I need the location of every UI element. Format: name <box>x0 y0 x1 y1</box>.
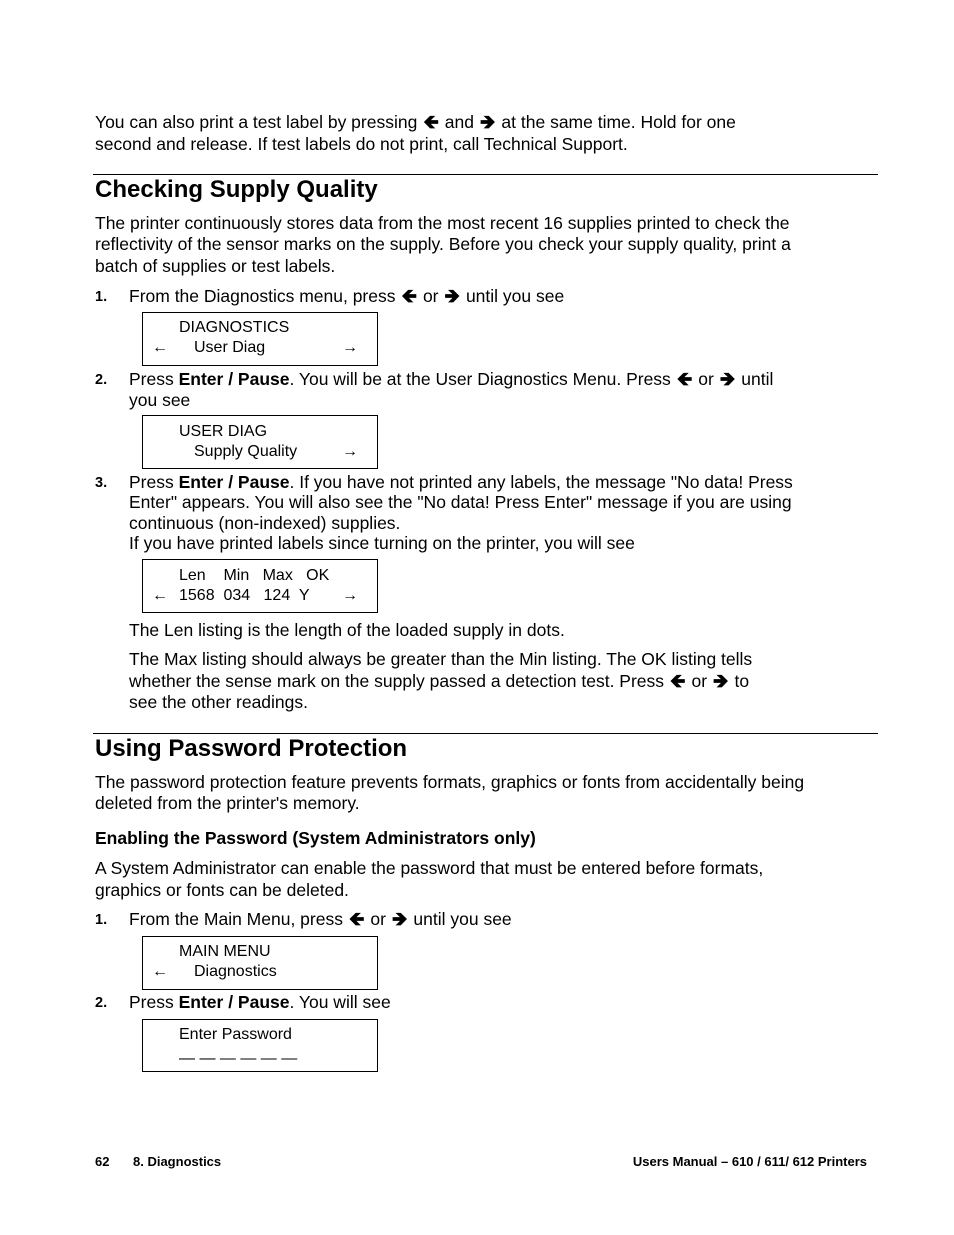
step-text-a: Press <box>129 472 174 492</box>
bold-left-arrow-icon: 🡸 <box>670 671 686 692</box>
step-or: or <box>370 909 386 929</box>
note-text-b: to <box>734 671 750 691</box>
paragraph: reflectivity of the sensor marks on the supply. Before you check your supply quality, print a <box>95 234 791 254</box>
chapter-label: 8. Diagnostics <box>133 1154 222 1169</box>
paragraph: The password protection feature prevents formats, graphics or fonts from accidentally being <box>95 772 805 792</box>
paragraph: graphics or fonts can be deleted. <box>95 880 349 900</box>
intro-text-2: at the same time. Hold for one <box>501 112 736 132</box>
left-arrow-icon: ← <box>152 963 168 980</box>
step-text-a: Press <box>129 992 174 1012</box>
lcd-display-main-menu <box>142 936 378 990</box>
step-text-b: . You will see <box>289 992 391 1012</box>
step-text-a: Press <box>129 369 174 389</box>
bold-right-arrow-icon: 🡺 <box>444 286 460 307</box>
max-note-line-3: see the other readings. <box>129 692 309 712</box>
enter-pause-key-label: Enter / Pause <box>178 369 290 389</box>
intro-text: You can also print a test label by pressing <box>95 112 418 132</box>
bold-left-arrow-icon: 🡸 <box>348 909 365 930</box>
step-number: 2. <box>95 372 108 388</box>
intro-line-2: second and release. If test labels do not print, call Technical Support. <box>95 134 628 154</box>
step-text-continued: If you have printed labels since turning on the printer, you will see <box>129 533 635 553</box>
enter-pause-key-label: Enter / Pause <box>178 472 290 492</box>
lcd-line-2: Diagnostics <box>194 963 277 980</box>
step-text-b: until you see <box>413 909 512 929</box>
lcd-line-1: USER DIAG <box>179 423 268 440</box>
right-arrow-icon: → <box>342 587 358 604</box>
lcd-display-diagnostics <box>142 312 378 366</box>
step-number: 3. <box>95 475 108 491</box>
lcd-display-supply-readings <box>142 559 378 613</box>
step-text <box>129 369 773 391</box>
len-note: The Len listing is the length of the loaded supply in dots. <box>129 620 565 640</box>
bold-left-arrow-icon: 🡸 <box>423 112 439 133</box>
max-note-line-2 <box>129 671 749 693</box>
bold-right-arrow-icon: 🡺 <box>479 112 496 133</box>
step-text-b: . You will be at the User Diagnostics Menu. Press <box>289 369 671 389</box>
enter-pause-key-label: Enter / Pause <box>178 992 290 1012</box>
right-arrow-icon: → <box>342 443 358 460</box>
lcd-line-1: Len Min Max OK <box>179 567 330 584</box>
lcd-display-enter-password <box>142 1019 378 1072</box>
paragraph: A System Administrator can enable the password that must be entered before formats, <box>95 858 764 878</box>
step-text-a: From the Diagnostics menu, press <box>129 286 396 306</box>
intro-line-1 <box>95 112 736 134</box>
lcd-line-2: Supply Quality <box>194 443 298 460</box>
step-or: or <box>698 369 714 389</box>
lcd-line-2: User Diag <box>194 339 266 356</box>
step-or: or <box>422 286 439 306</box>
subsection-title: Enabling the Password (System Administrators only) <box>95 828 536 848</box>
section-title-supply-quality: Checking Supply Quality <box>95 176 378 203</box>
max-note-line-1: The Max listing should always be greater than the Min listing. The OK listing tells <box>129 649 753 669</box>
page-number: 62 <box>95 1154 110 1169</box>
bold-right-arrow-icon: 🡺 <box>713 671 729 692</box>
step-text <box>129 472 793 494</box>
left-arrow-icon: ← <box>152 339 168 356</box>
note-text-a: whether the sense mark on the supply passed a detection test. Press <box>129 671 665 691</box>
lcd-line-1: MAIN MENU <box>179 943 271 960</box>
bold-right-arrow-icon: 🡺 <box>391 909 408 930</box>
note-or: or <box>691 671 708 691</box>
step-text <box>129 909 512 931</box>
step-text-b: until you see <box>465 286 565 306</box>
step-text-continued: Enter" appears. You will also see the "No data! Press Enter" message if you are using <box>129 492 792 512</box>
lcd-line-1: Enter Password <box>179 1026 292 1043</box>
lcd-line-2: 1568 034 124 Y <box>179 587 310 604</box>
bold-right-arrow-icon: 🡺 <box>719 369 736 390</box>
bold-left-arrow-icon: 🡸 <box>676 369 693 390</box>
paragraph: deleted from the printer's memory. <box>95 793 360 813</box>
step-text-a: From the Main Menu, press <box>129 909 343 929</box>
step-text-continued: you see <box>129 390 191 410</box>
step-number: 1. <box>95 289 108 305</box>
step-text-c: until <box>741 369 774 389</box>
password-placeholder: — — — — — — <box>179 1050 298 1067</box>
paragraph: The printer continuously stores data from the most recent 16 supplies printed to check the <box>95 213 790 233</box>
step-text-b: . If you have not printed any labels, the message "No data! Press <box>289 472 793 492</box>
left-arrow-icon: ← <box>152 587 168 604</box>
manual-title: Users Manual – 610 / 611/ 612 Printers <box>632 1154 867 1169</box>
paragraph: batch of supplies or test labels. <box>95 256 336 276</box>
lcd-display-user-diag <box>142 415 378 469</box>
intro-and: and <box>444 112 474 132</box>
step-text-continued: continuous (non-indexed) supplies. <box>129 513 401 533</box>
step-number: 2. <box>95 995 108 1011</box>
step-text <box>129 992 391 1014</box>
bold-left-arrow-icon: 🡸 <box>401 286 417 307</box>
step-number: 1. <box>95 912 108 928</box>
section-title-password: Using Password Protection <box>95 735 408 762</box>
lcd-line-1: DIAGNOSTICS <box>179 319 290 336</box>
step-text <box>129 286 564 308</box>
right-arrow-icon: → <box>342 339 358 356</box>
